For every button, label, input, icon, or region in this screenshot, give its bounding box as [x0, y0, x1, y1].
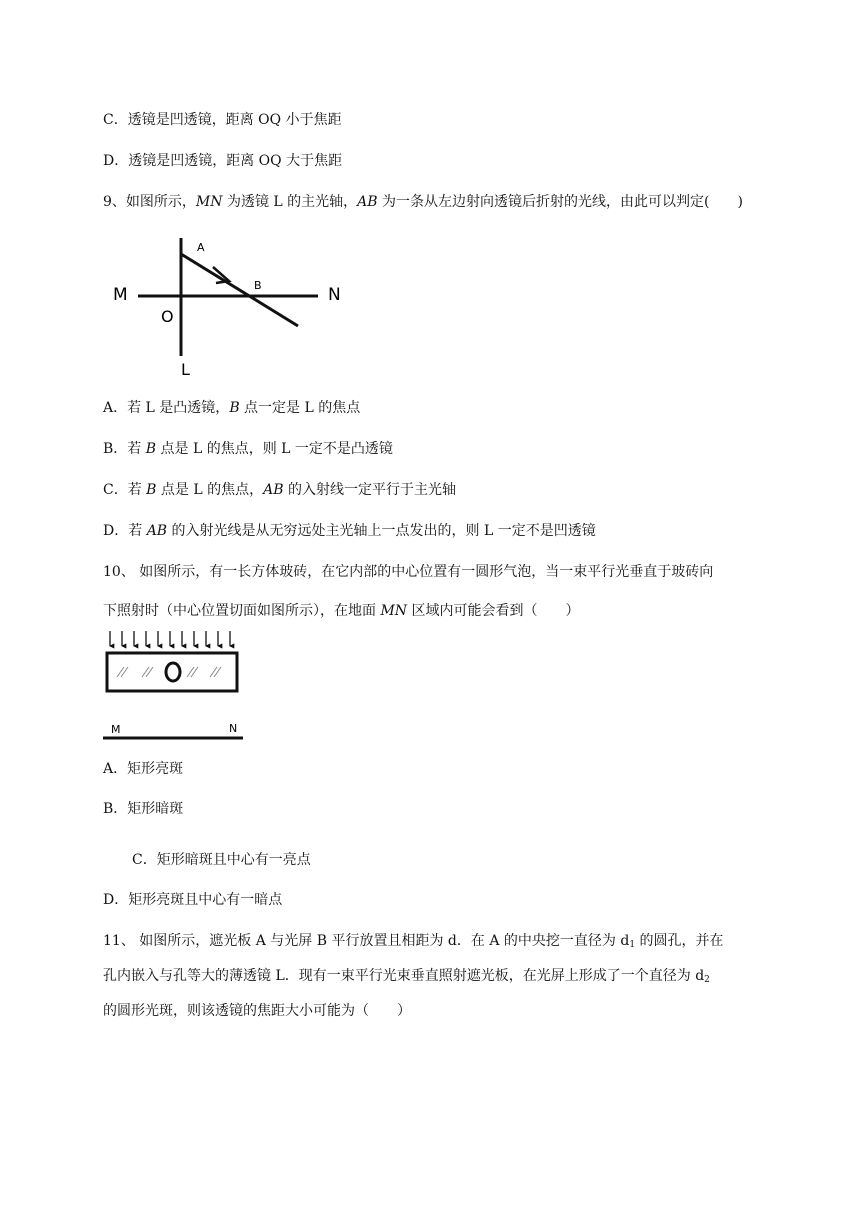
ray-ab: [181, 254, 298, 326]
q11-stem-line-3: 的圆形光斑，则该透镜的焦距大小可能为（ ）: [103, 1003, 411, 1019]
label-m: M: [113, 285, 128, 305]
q9-option-b: B．若 B 点是 L 的焦点，则 L 一定不是凸透镜: [103, 441, 393, 457]
q10-stem-line-1: 10、 如图所示，有一长方体玻砖，在它内部的中心位置有一圆形气泡，当一束平行光垂直于玻砖向: [103, 564, 714, 580]
label-o: O: [161, 307, 174, 326]
q11-stem-line-2: 孔内嵌入与孔等大的薄透镜 L．现有一束平行光束垂直照射遮光板，在光屏上形成了一个直径为 $d_2$: [103, 968, 710, 985]
glass-hatch-marks: [117, 667, 221, 677]
q9-option-d: D．若 AB 的入射光线是从无穷远处主光轴上一点发出的，则 L 一定不是凹透镜: [103, 523, 596, 539]
q9-option-a: A．若 L 是凸透镜，B 点一定是 L 的焦点: [103, 400, 361, 416]
q10-option-a: A．矩形亮斑: [103, 761, 184, 777]
parallel-light-arrows: [110, 631, 230, 646]
q8-option-c: C．透镜是凹透镜，距离 OQ 小于焦距: [103, 112, 342, 128]
q10-option-c: C．矩形暗斑且中心有一亮点: [132, 852, 311, 868]
q10-option-b: B．矩形暗斑: [103, 801, 184, 817]
q11-stem-line-1: 11、 如图所示，遮光板 A 与光屏 B 平行放置且相距为 d．在 A 的中央挖一直径为 $d_1$ 的圆孔，并在: [103, 933, 724, 950]
air-bubble: [166, 663, 180, 681]
label-n: N: [328, 285, 341, 305]
label-b: B: [254, 279, 262, 292]
label-a: A: [197, 241, 205, 254]
q10-option-d: D．矩形亮斑且中心有一暗点: [103, 892, 283, 908]
label-n: N: [229, 722, 238, 735]
q10-stem-line-2: 下照射时（中心位置切面如图所示），在地面 MN 区域内可能会看到（ ）: [103, 603, 580, 619]
q8-option-d: D．透镜是凹透镜，距离 OQ 大于焦距: [103, 153, 343, 169]
ray-arrow-icon: [213, 267, 229, 283]
q9-option-c: C．若 B 点是 L 的焦点，AB 的入射线一定平行于主光轴: [103, 482, 456, 498]
label-l: L: [181, 360, 190, 379]
q9-stem: 9、如图所示，MN 为透镜 L 的主光轴，AB 为一条从左边射向透镜后折射的光线，由此可以判定( ): [103, 194, 743, 210]
glass-brick: [107, 653, 237, 691]
label-m: M: [111, 723, 121, 736]
